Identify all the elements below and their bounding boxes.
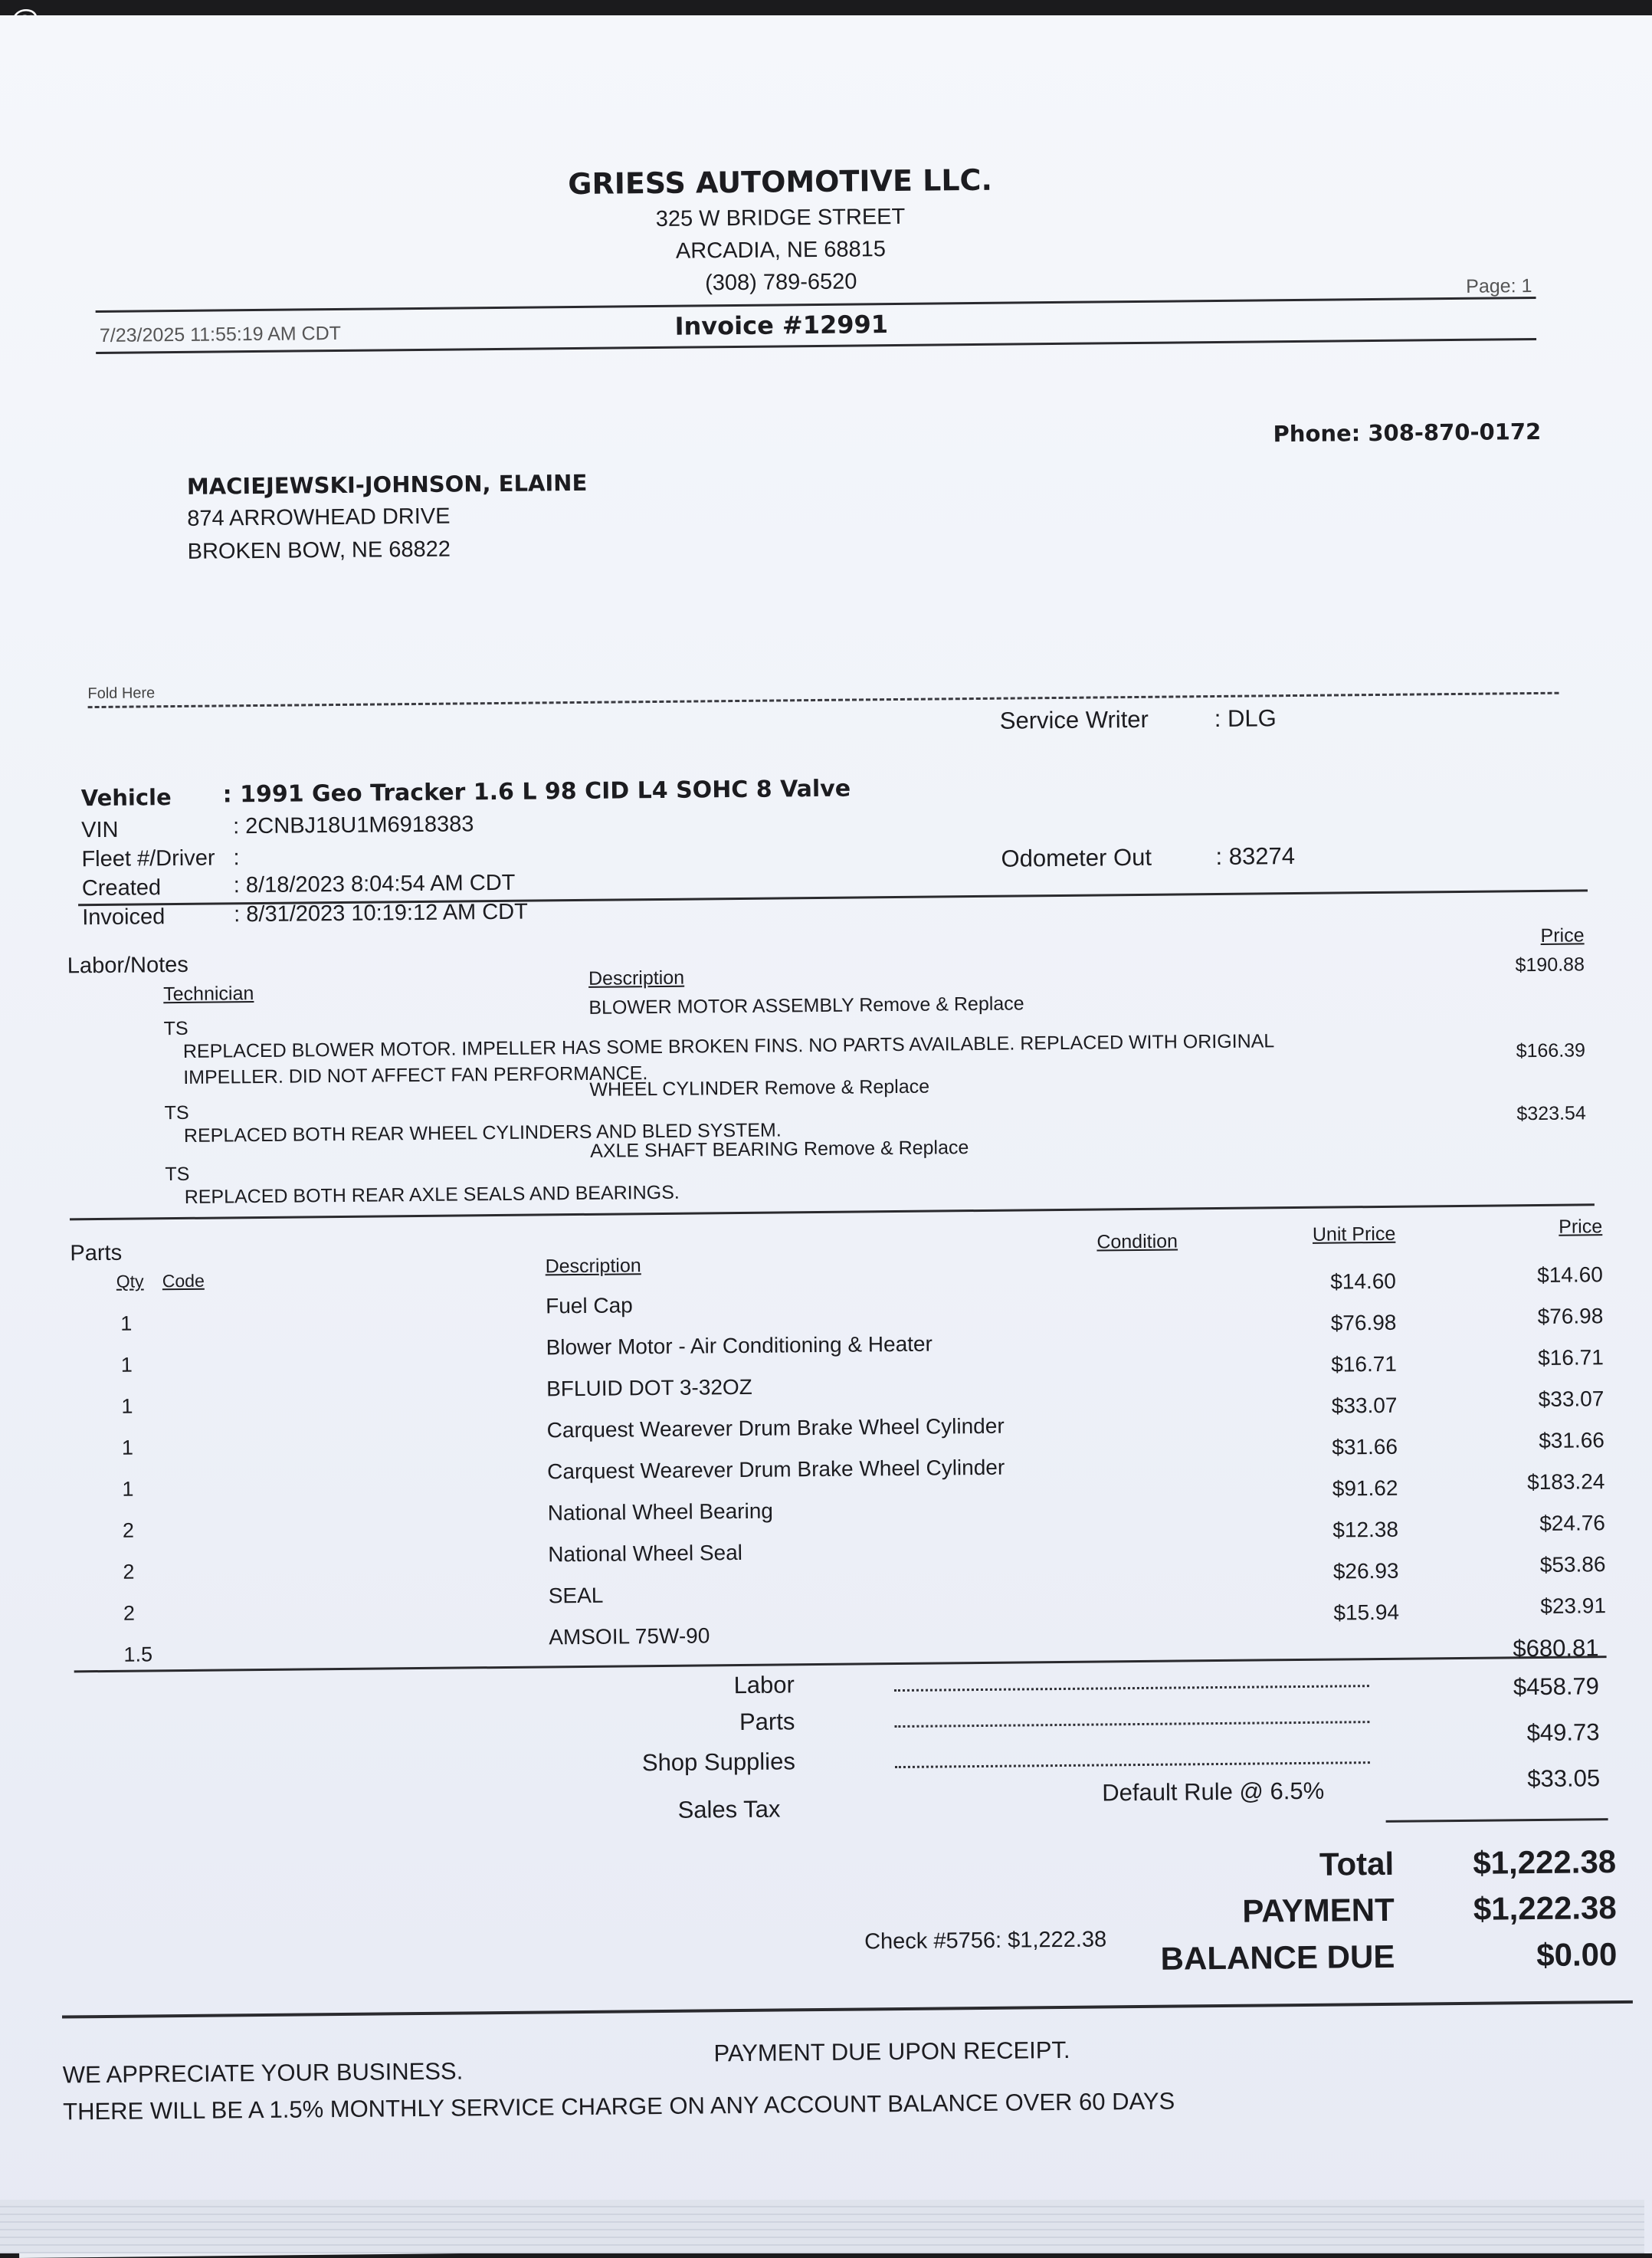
summary-labor-value: $680.81 <box>1513 1634 1599 1662</box>
summary-supplies-label: Shop Supplies <box>641 1748 796 1777</box>
page-number: Page: 1 <box>1466 275 1532 297</box>
parts-rule <box>74 1656 1607 1672</box>
part-qty: 1 <box>121 1394 133 1418</box>
part-price: $33.07 <box>1538 1387 1604 1411</box>
vin-value: : 2CNBJ18U1M6918383 <box>232 812 474 839</box>
part-price: $24.76 <box>1539 1511 1606 1535</box>
labor-note: IMPELLER. DID NOT AFFECT FAN PERFORMANCE. <box>183 1062 648 1088</box>
invoiced-value: : 8/31/2023 10:19:12 AM CDT <box>234 899 529 927</box>
payment-value: $1,222.38 <box>1473 1889 1617 1927</box>
part-price: $76.98 <box>1537 1304 1604 1328</box>
part-unit-price: $91.62 <box>1332 1475 1398 1501</box>
summary-labor-label: Labor <box>733 1671 795 1699</box>
labor-note: REPLACED BOTH REAR AXLE SEALS AND BEARINGS. <box>184 1181 680 1208</box>
part-description: National Wheel Seal <box>548 1540 743 1567</box>
part-description: Carquest Wearever Drum Brake Wheel Cylinder <box>547 1455 1005 1484</box>
fleet-label: Fleet #/Driver <box>81 845 215 872</box>
part-description: AMSOIL 75W-90 <box>549 1623 710 1649</box>
summary-leader <box>894 1685 1369 1692</box>
parts-col-unit-price: Unit Price <box>1312 1223 1396 1246</box>
part-price: $23.91 <box>1540 1593 1607 1618</box>
labor-col-description: Description <box>588 967 685 990</box>
summary-tax-value: $33.05 <box>1527 1764 1601 1793</box>
footer-thanks: WE APPRECIATE YOUR BUSINESS. <box>62 2057 464 2089</box>
invoice-sheet <box>0 15 1652 2253</box>
labor-col-price: Price <box>1540 924 1585 947</box>
part-qty: 1 <box>120 1353 133 1377</box>
labor-price: $166.39 <box>1516 1039 1586 1062</box>
parts-col-qty-label: Qty <box>116 1271 144 1291</box>
odometer-label: Odometer Out <box>1001 843 1152 872</box>
part-price: $31.66 <box>1539 1428 1605 1452</box>
print-timestamp: 7/23/2025 11:55:19 AM CDT <box>99 322 342 346</box>
invoice-number: Invoice #12991 <box>674 310 889 341</box>
part-price: $16.71 <box>1538 1345 1604 1370</box>
part-description: Fuel Cap <box>545 1293 633 1318</box>
part-unit-price: $26.93 <box>1332 1558 1399 1584</box>
part-unit-price: $76.98 <box>1330 1310 1397 1335</box>
vin-label: VIN <box>80 817 119 843</box>
created-label: Created <box>81 875 162 901</box>
vehicle-value: : 1991 Geo Tracker 1.6 L 98 CID L4 SOHC 8 Valve <box>222 775 851 809</box>
parts-col-price: Price <box>1559 1216 1603 1238</box>
summary-parts-label: Parts <box>739 1708 795 1736</box>
service-writer-value: : DLG <box>1214 704 1277 733</box>
part-unit-price: $15.94 <box>1333 1600 1400 1625</box>
balance-due-label: BALANCE DUE <box>1160 1938 1395 1977</box>
summary-leader <box>895 1761 1370 1768</box>
labor-price: $190.88 <box>1515 953 1585 976</box>
labor-tech: TS <box>163 1017 188 1040</box>
parts-col-condition: Condition <box>1096 1230 1178 1253</box>
part-unit-price: $16.71 <box>1331 1351 1398 1377</box>
part-qty: 2 <box>122 1518 135 1542</box>
parts-col-qty <box>116 1271 144 1291</box>
labor-description: BLOWER MOTOR ASSEMBLY Remove & Replace <box>588 993 1024 1019</box>
part-unit-price: $12.38 <box>1332 1517 1399 1542</box>
labor-description: AXLE SHAFT BEARING Remove & Replace <box>590 1137 969 1162</box>
labor-note: REPLACED BOTH REAR WHEEL CYLINDERS AND BLED SYSTEM. <box>183 1119 782 1147</box>
balance-due-value: $0.00 <box>1536 1936 1618 1974</box>
customer-address1: 874 ARROWHEAD DRIVE <box>187 504 451 531</box>
invoiced-label: Invoiced <box>82 904 166 930</box>
labor-tech: TS <box>165 1163 190 1186</box>
fold-label: Fold Here <box>87 684 156 703</box>
part-description: SEAL <box>548 1583 604 1608</box>
odometer-value: : 83274 <box>1215 842 1296 871</box>
customer-address2: BROKEN BOW, NE 68822 <box>187 537 451 564</box>
customer-name: MACIEJEWSKI-JOHNSON, ELAINE <box>186 469 588 500</box>
shop-city: ARCADIA, NE 68815 <box>675 237 887 264</box>
part-qty: 1.5 <box>123 1643 153 1666</box>
fold-line <box>88 692 1559 708</box>
check-info: Check #5756: $1,222.38 <box>864 1927 1107 1954</box>
part-unit-price: $14.60 <box>1330 1268 1397 1294</box>
shop-name: GRIESS AUTOMOTIVE LLC. <box>568 162 993 202</box>
service-writer-label: Service Writer <box>999 705 1149 734</box>
summary-parts-value: $458.79 <box>1513 1672 1600 1701</box>
labor-description: WHEEL CYLINDER Remove & Replace <box>589 1075 930 1101</box>
footer-payment-due: PAYMENT DUE UPON RECEIPT. <box>713 2036 1070 2067</box>
labor-note: REPLACED BLOWER MOTOR. IMPELLER HAS SOME BROKEN FINS. NO PARTS AVAILABLE. REPLACED WITH ORIGINAL <box>182 1030 1275 1062</box>
part-unit-price: $33.07 <box>1331 1393 1398 1418</box>
part-price: $14.60 <box>1537 1262 1603 1288</box>
part-price: $53.86 <box>1539 1552 1606 1577</box>
paper-stack-edge <box>0 2200 1644 2253</box>
vehicle-label: Vehicle <box>80 784 172 812</box>
part-unit-price: $31.66 <box>1332 1434 1398 1459</box>
footer-service-charge: THERE WILL BE A 1.5% MONTHLY SERVICE CHARGE ON ANY ACCOUNT BALANCE OVER 60 DAYS <box>63 2087 1175 2125</box>
summary-leader <box>894 1721 1369 1728</box>
summary-supplies-value: $49.73 <box>1526 1718 1600 1747</box>
total-rule <box>1386 1818 1608 1823</box>
parts-section-title: Parts <box>70 1240 123 1266</box>
labor-col-technician: Technician <box>163 983 254 1006</box>
part-description: Blower Motor - Air Conditioning & Heater <box>546 1331 933 1360</box>
summary-tax-rule: Default Rule @ 6.5% <box>1102 1777 1325 1807</box>
labor-price: $323.54 <box>1516 1102 1586 1125</box>
customer-phone: Phone: 308-870-0172 <box>1273 418 1542 448</box>
part-qty: 1 <box>122 1477 134 1501</box>
shop-street: 325 W BRIDGE STREET <box>655 204 906 231</box>
part-qty: 1 <box>120 1311 133 1335</box>
labor-tech: TS <box>164 1101 189 1124</box>
labor-section-title: Labor/Notes <box>67 952 188 979</box>
part-qty: 2 <box>123 1601 136 1625</box>
part-qty: 1 <box>121 1436 134 1459</box>
invoice-content <box>0 15 1652 2253</box>
footer-rule <box>62 2000 1633 2019</box>
part-description: Carquest Wearever Drum Brake Wheel Cylinder <box>546 1413 1005 1442</box>
created-value: : 8/18/2023 8:04:54 AM CDT <box>233 870 516 898</box>
parts-col-description: Description <box>545 1255 641 1278</box>
summary-tax-label: Sales Tax <box>677 1795 781 1823</box>
shop-phone: (308) 789-6520 <box>705 269 857 296</box>
part-price: $183.24 <box>1527 1469 1605 1495</box>
part-description: BFLUID DOT 3-32OZ <box>546 1374 752 1401</box>
parts-col-code: Code <box>162 1270 205 1291</box>
fleet-value: : <box>233 845 240 871</box>
payment-label: PAYMENT <box>1242 1891 1395 1929</box>
part-qty: 2 <box>123 1560 135 1584</box>
total-label: Total <box>1319 1845 1395 1882</box>
total-value: $1,222.38 <box>1473 1843 1617 1881</box>
part-description: National Wheel Bearing <box>547 1498 774 1525</box>
